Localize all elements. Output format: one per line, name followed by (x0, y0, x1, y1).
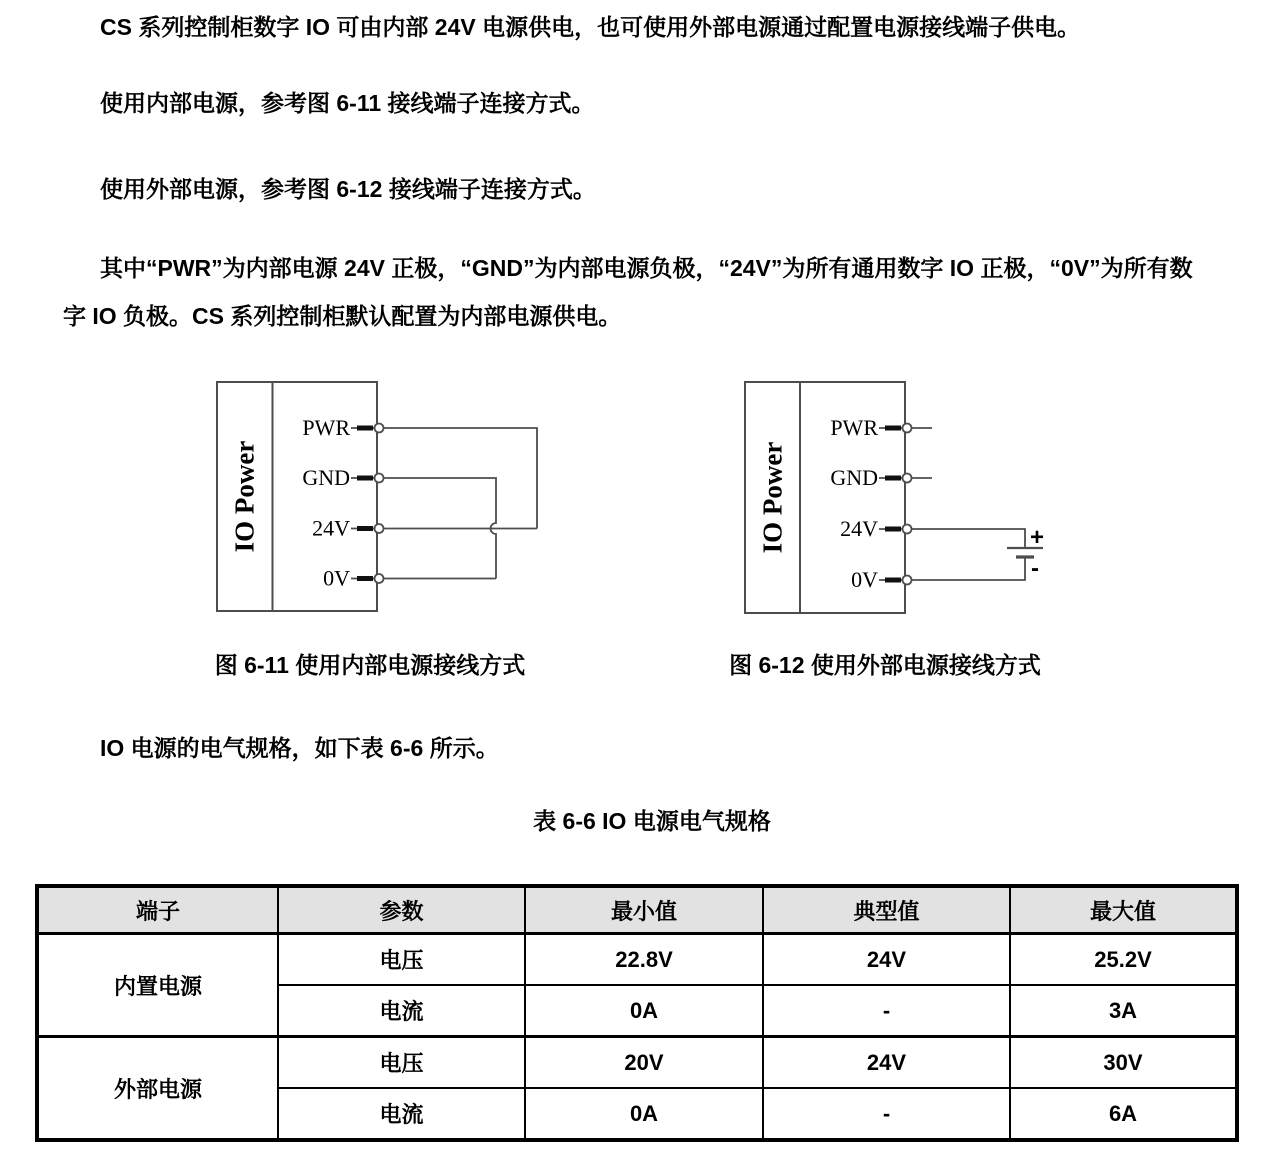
terminal-leader-lines (879, 428, 902, 580)
terminal-stubs (885, 428, 901, 580)
battery-plus-sign: + (1030, 524, 1045, 551)
terminal-circles (375, 424, 384, 584)
cell-typical: - (763, 985, 1010, 1037)
terminal-leader-lines (351, 428, 374, 579)
cell-typical: 24V (763, 934, 1010, 986)
cell-group-internal-power: 内置电源 (37, 934, 278, 1037)
cell-param: 电流 (278, 1088, 525, 1140)
cell-min: 22.8V (525, 934, 763, 986)
paragraph-external-power-ref: 使用外部电源，参考图 6-12 接线端子连接方式。 (100, 176, 596, 202)
cell-min: 20V (525, 1037, 763, 1089)
table-row (37, 934, 1237, 986)
terminal-label-pwr: PWR (302, 415, 350, 440)
table-header-row (37, 886, 1237, 934)
cell-min: 0A (525, 1088, 763, 1140)
figure-6-11-caption: 图 6-11 使用内部电源接线方式 (214, 652, 526, 678)
cell-group-external-power: 外部电源 (37, 1037, 278, 1141)
cell-typical: - (763, 1088, 1010, 1140)
figure-internal-power-diagram (180, 375, 580, 625)
terminal-label-pwr: PWR (830, 415, 878, 440)
col-header-typical: 典型值 (763, 886, 1010, 934)
wire-battery-to-0v (912, 557, 1026, 580)
col-header-max: 最大值 (1010, 886, 1237, 934)
internal-wiring (384, 428, 538, 579)
open-stub-wires (912, 428, 933, 478)
col-header-parameter: 参数 (278, 886, 525, 934)
table-6-6-title: 表 6-6 IO 电源电气规格 (533, 808, 771, 834)
io-power-spec-table (35, 884, 1239, 1142)
cell-typical: 24V (763, 1037, 1010, 1089)
cell-max: 30V (1010, 1037, 1237, 1089)
paragraph-terminal-definitions: 其中“PWR”为内部电源 24V 正极，“GND”为内部电源负极，“24V”为所有通用数字 IO 正极，“0V”为所有数字 IO 负极。CS 系列控制柜默认配置为内部电源供电。 (63, 255, 1193, 329)
terminal-label-gnd: GND (302, 465, 350, 490)
external-battery-circuit (912, 529, 1026, 580)
paragraph-electrical-spec-ref: IO 电源的电气规格，如下表 6-6 所示。 (100, 735, 499, 761)
cell-max: 3A (1010, 985, 1237, 1037)
cell-max: 25.2V (1010, 934, 1237, 986)
terminal-stubs (357, 428, 373, 579)
terminal-label-0v: 0V (323, 565, 350, 591)
col-header-min: 最小值 (525, 886, 763, 934)
cell-max: 6A (1010, 1088, 1237, 1140)
io-power-label: IO Power (229, 440, 260, 553)
battery-minus-sign: - (1031, 555, 1039, 582)
terminal-label-24v: 24V (840, 516, 878, 541)
figure-external-power-diagram (700, 375, 1120, 625)
paragraph-power-supply-intro: CS 系列控制柜数字 IO 可由内部 24V 电源供电，也可使用外部电源通过配置电源接线端子供电。 (100, 14, 1081, 40)
paragraph-internal-power-ref: 使用内部电源，参考图 6-11 接线端子连接方式。 (100, 90, 595, 116)
terminal-label-0v: 0V (851, 567, 878, 592)
table-row (37, 1037, 1237, 1089)
cell-min: 0A (525, 985, 763, 1037)
terminal-label-gnd: GND (830, 465, 878, 490)
cell-param: 电流 (278, 985, 525, 1037)
terminal-label-24v: 24V (312, 515, 350, 541)
col-header-terminal: 端子 (37, 886, 278, 934)
terminal-circles (903, 424, 912, 585)
io-power-label: IO Power (757, 441, 788, 554)
cell-param: 电压 (278, 1037, 525, 1089)
cell-param: 电压 (278, 934, 525, 986)
wire-24v-to-battery (912, 529, 1026, 548)
figure-6-12-caption: 图 6-12 使用外部电源接线方式 (729, 652, 1041, 678)
